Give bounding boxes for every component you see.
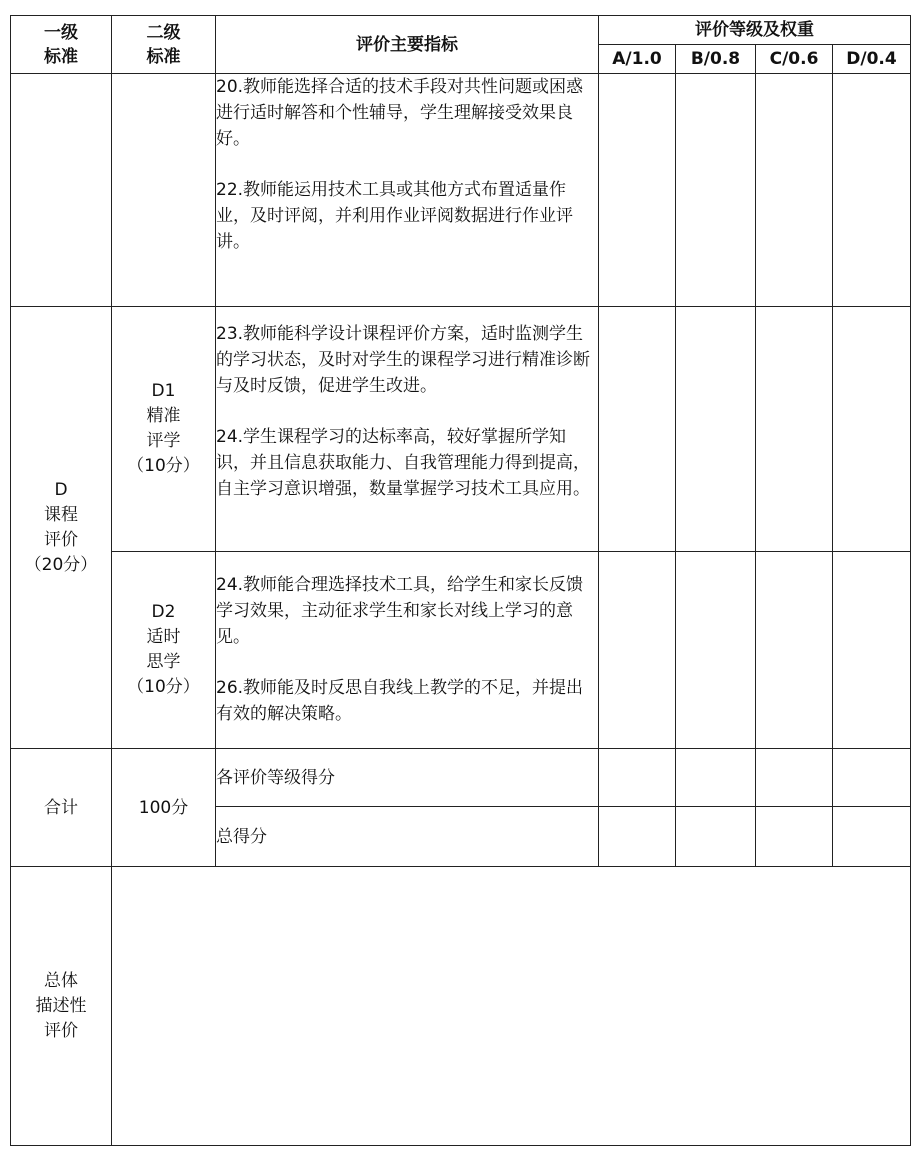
level2-cell-d1: D1 精准 评学 （10分） (112, 307, 216, 552)
grade-cell-d[interactable] (833, 307, 911, 552)
indicator-item: 20.教师能选择合适的技术手段对共性问题或困惑进行适时解答和个性辅导，学生理解接受效果良好。 (216, 77, 584, 149)
table-row-d1 (11, 307, 911, 552)
level2-cell-empty (112, 74, 216, 307)
grade-cell-b[interactable] (676, 307, 756, 552)
grade-cell-a[interactable] (599, 74, 676, 307)
level1-cell-empty (11, 74, 112, 307)
grade-score-b[interactable] (676, 749, 756, 807)
indicator-item: 23.教师能科学设计课程评价方案，适时监测学生的学习状态，及时对学生的课程学习进行精准诊断与及时反馈，促进学生改进。 (216, 324, 590, 396)
grade-cell-b[interactable] (676, 552, 756, 749)
total-score-b[interactable] (676, 807, 756, 867)
grade-cell-c[interactable] (756, 552, 833, 749)
grade-cell-d[interactable] (833, 552, 911, 749)
header-level2: 二级 标准 (112, 16, 216, 74)
indicator-cell (216, 307, 599, 552)
header-grades-title: 评价等级及权重 (599, 16, 911, 45)
header-grade-a: A/1.0 (599, 45, 676, 74)
header-level1: 一级 标准 (11, 16, 112, 74)
grade-scores-label: 各评价等级得分 (216, 749, 599, 807)
level2-cell-d2: D2 适时 思学 （10分） (112, 552, 216, 749)
total-score-a[interactable] (599, 807, 676, 867)
header-grade-c: C/0.6 (756, 45, 833, 74)
grade-cell-d[interactable] (833, 74, 911, 307)
grade-cell-c[interactable] (756, 307, 833, 552)
header-indicators: 评价主要指标 (216, 16, 599, 74)
total-score-label: 总得分 (216, 807, 599, 867)
header-grade-d: D/0.4 (833, 45, 911, 74)
overall-label: 总体 描述性 评价 (11, 867, 112, 1146)
table-row-d2 (11, 552, 911, 749)
indicator-item: 26.教师能及时反思自我线上教学的不足，并提出有效的解决策略。 (216, 678, 584, 724)
indicator-cell (216, 552, 599, 749)
grade-cell-c[interactable] (756, 74, 833, 307)
total-points: 100分 (112, 749, 216, 867)
indicator-item: 24.学生课程学习的达标率高，较好掌握所学知识，并且信息获取能力、自我管理能力得到提高，自主学习意识增强，数量掌握学习技术工具应用。 (216, 427, 590, 499)
header-grade-b: B/0.8 (676, 45, 756, 74)
grade-score-c[interactable] (756, 749, 833, 807)
grade-cell-a[interactable] (599, 552, 676, 749)
total-label: 合计 (11, 749, 112, 867)
evaluation-table (10, 15, 911, 1146)
grade-score-a[interactable] (599, 749, 676, 807)
total-score-c[interactable] (756, 807, 833, 867)
level1-cell-d: D 课程 评价 （20分） (11, 307, 112, 749)
grade-cell-a[interactable] (599, 307, 676, 552)
header-row-top (11, 16, 911, 45)
indicator-item: 22.教师能运用技术工具或其他方式布置适量作业，及时评阅，并利用作业评阅数据进行作业评讲。 (216, 180, 573, 252)
table-row-overall (11, 867, 911, 1146)
overall-description-field[interactable] (112, 867, 911, 1146)
grade-score-d[interactable] (833, 749, 911, 807)
table-row-continued (11, 74, 911, 307)
grade-cell-b[interactable] (676, 74, 756, 307)
table-row-grade-scores (11, 749, 911, 807)
indicator-item: 24.教师能合理选择技术工具，给学生和家长反馈学习效果，主动征求学生和家长对线上学习的意见。 (216, 575, 584, 647)
total-score-d[interactable] (833, 807, 911, 867)
indicator-cell (216, 74, 599, 307)
